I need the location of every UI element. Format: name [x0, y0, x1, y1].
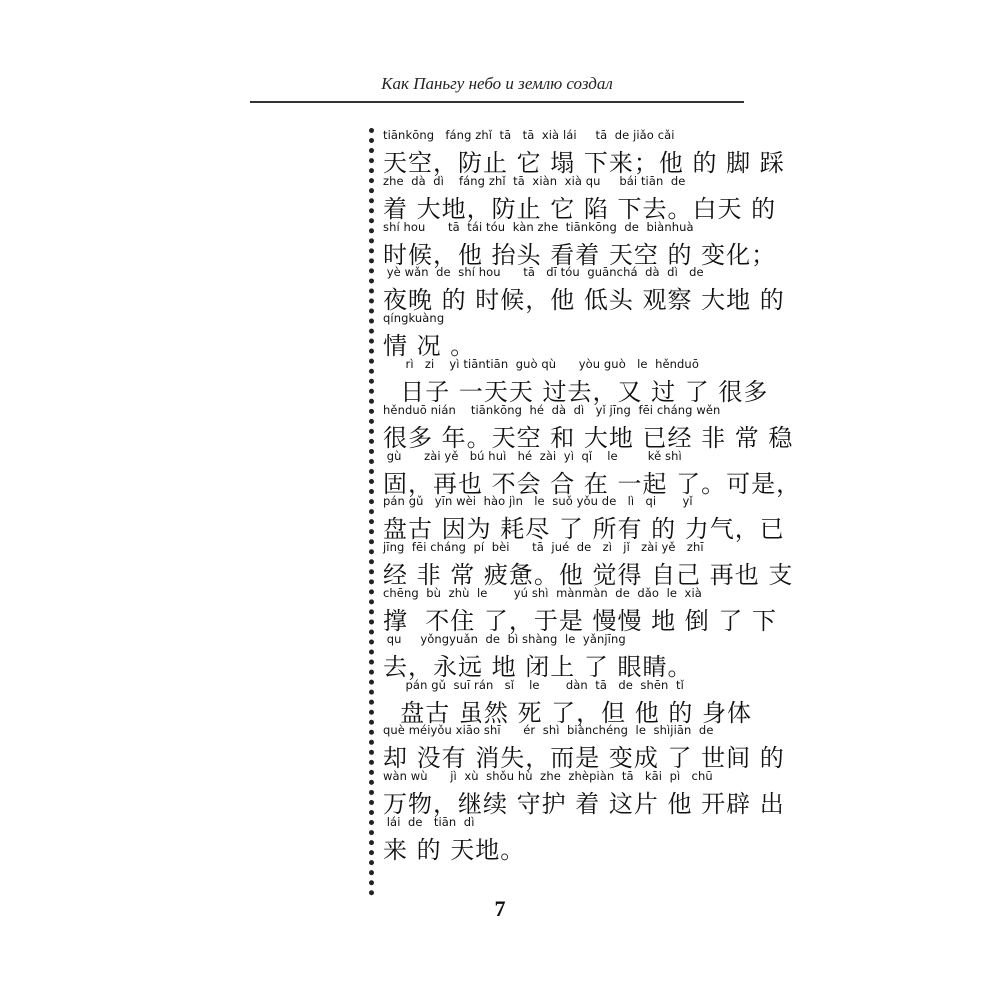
pinyin-line: zhe dà dì fáng zhǐ tā xiàn xià qu bái tiān de	[383, 173, 686, 188]
pinyin-line: chēng bù zhù le yú shì mànmàn de dǎo le xià	[383, 585, 702, 600]
hanzi-line: 盘古 虽然 死 了，但 他 的 身体	[383, 698, 753, 727]
pinyin-line: wàn wù jì xù shǒu hù zhe zhèpiàn tā kāi pì chū	[383, 769, 713, 784]
text-line	[383, 631, 763, 681]
text-line	[383, 769, 785, 819]
pinyin-line: pán gǔ suī rán sǐ le dàn tā de shēn tǐ	[383, 677, 684, 692]
text-line	[383, 128, 785, 177]
pinyin-line: yè wǎn de shí hou tā dī tóu guānchá dà dì de	[383, 265, 704, 280]
text-block	[383, 128, 802, 864]
pinyin-line: pán gǔ yīn wèi hào jìn le suǒ yǒu de lì qi yǐ	[383, 494, 693, 509]
hanzi-line: 来 的 天地。	[383, 835, 526, 864]
hanzi-line: 万物，继续 守护 着 这片 他 开辟 出	[383, 790, 785, 819]
hanzi-line: 情 况 。	[383, 332, 476, 361]
pinyin-line: gù zài yě bú huì hé zài yì qǐ le kě shì	[383, 448, 682, 463]
pinyin-line: rì zi yì tiāntiān guò qù yòu guò le hěnduō	[383, 356, 699, 371]
text-line	[383, 402, 794, 452]
hanzi-line: 天空，防止 它 塌 下来；他 的 脚 踩	[383, 149, 785, 177]
hanzi-line: 着 大地，防止 它 陷 下去。白天 的	[383, 194, 777, 223]
hanzi-line: 固，再也 不会 合 在 一起 了。可是，	[383, 469, 802, 498]
text-line	[383, 219, 777, 269]
header-title: Как Паньгу небо и землю создал	[381, 74, 613, 93]
pinyin-line: qíngkuàng	[383, 311, 445, 326]
pinyin-line: shí hou tā tái tóu kàn zhe tiānkōng de biànhuà	[383, 219, 694, 234]
text-line	[383, 585, 778, 635]
text-line	[383, 540, 794, 590]
text-line	[383, 173, 777, 223]
page-number: 7	[494, 896, 506, 921]
pinyin-line: hěnduō nián tiānkōng hé dà dì yǐ jīng fēi cháng wěn	[383, 402, 721, 417]
text-line	[383, 723, 785, 773]
hanzi-line: 经 非 常 疲惫。他 觉得 自己 再也 支	[383, 561, 794, 590]
hanzi-line: 盘古 因为 耗尽 了 所有 的 力气，已	[383, 515, 785, 544]
pinyin-line: qu yǒngyuǎn de bì shàng le yǎnjīng	[383, 631, 626, 646]
dotted-margin-line	[369, 128, 374, 896]
text-line	[383, 677, 763, 727]
hanzi-line: 夜晚 的 时候，他 低头 观察 大地 的	[383, 286, 785, 315]
header-rule	[250, 101, 744, 103]
pinyin-line: jīng fēi cháng pí bèi tā jué de zì jǐ zài yě zhī	[383, 540, 704, 555]
text-line	[383, 448, 802, 498]
pinyin-line: lái de tiān dì	[383, 814, 475, 829]
text-line	[383, 265, 785, 315]
hanzi-line: 去，永远 地 闭上 了 眼睛。	[383, 652, 693, 681]
text-line	[383, 814, 763, 864]
text-line	[383, 356, 769, 406]
hanzi-line: 很多 年。天空 和 大地 已经 非 常 稳	[383, 423, 794, 452]
text-line	[383, 311, 763, 361]
hanzi-line: 时候，他 抬头 看着 天空 的 变化；	[383, 240, 777, 269]
pinyin-line: tiānkōng fáng zhǐ tā tā xià lái tā de jiǎo cǎi	[383, 128, 675, 142]
hanzi-line: 却 没有 消失，而是 变成 了 世间 的	[383, 744, 785, 773]
text-line	[383, 494, 785, 544]
hanzi-line: 日子 一天天 过去，又 过 了 很多	[383, 377, 769, 406]
hanzi-line: 撑 不住 了，于是 慢慢 地 倒 了 下	[383, 606, 778, 635]
pinyin-line: què méiyǒu xiāo shī ér shì biànchéng le shìjiān de	[383, 723, 714, 738]
